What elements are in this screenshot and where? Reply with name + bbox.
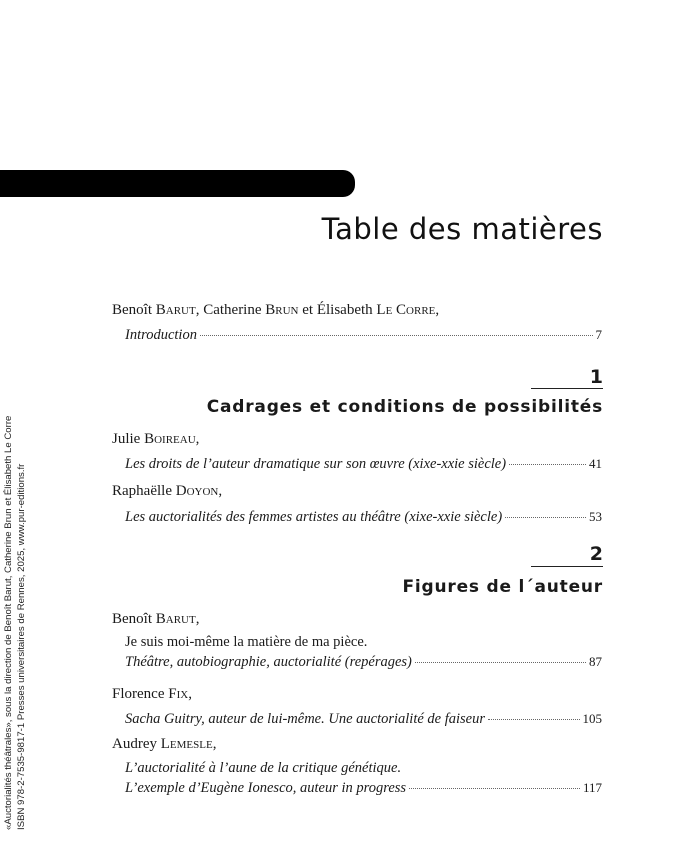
entry-author: Florence Fix,	[112, 686, 192, 702]
toc-entry[interactable]: Les auctorialités des femmes artistes au théâtre (xixe-xxie siècle) 53	[125, 509, 602, 525]
copyright-sidenote	[2, 380, 28, 830]
entry-title-line: Je suis moi-même la matière de ma pièce.	[125, 634, 368, 650]
entry-author: Raphaëlle Doyon,	[112, 483, 223, 499]
section-number: 1	[589, 366, 603, 388]
toc-entry[interactable]: Théâtre, autobiographie, auctorialité (repérages) 87	[125, 654, 602, 670]
sidenote-line2: ISBN 978-2-7535-9817-1 Presses universitaires de Rennes, 2025, www.pur-editions.fr	[16, 463, 27, 830]
section-title: Figures de l´auteur	[402, 577, 603, 597]
section-number: 2	[589, 543, 603, 565]
entry-author: Benoît Barut,	[112, 611, 200, 627]
header-bar	[0, 170, 355, 197]
section-rule	[531, 566, 603, 567]
toc-entry[interactable]: Sacha Guitry, auteur de lui-même. Une auctorialité de faiseur 105	[125, 711, 602, 727]
entry-author: Julie Boireau,	[112, 431, 200, 447]
entry-author: Audrey Lemesle,	[112, 736, 217, 752]
section-rule	[531, 388, 603, 389]
intro-authors: Benoît Barut, Catherine Brun et Élisabeth Le Corre,	[112, 302, 440, 318]
sidenote-line1: «Auctorialités théâtrales», sous la direction de Benoît Barut, Catherine Brun et Élisabeth Le Corre	[3, 415, 14, 830]
page-title: Table des matières	[321, 212, 603, 246]
toc-entry-introduction[interactable]: Introduction 7	[125, 327, 602, 343]
toc-entry[interactable]: L’exemple d’Eugène Ionesco, auteur in progress 117	[125, 780, 602, 796]
toc-entry[interactable]: Les droits de l’auteur dramatique sur son œuvre (xixe-xxie siècle) 41	[125, 456, 602, 472]
entry-title-line: L’auctorialité à l’aune de la critique génétique.	[125, 760, 402, 776]
section-title: Cadrages et conditions de possibilités	[206, 397, 603, 417]
